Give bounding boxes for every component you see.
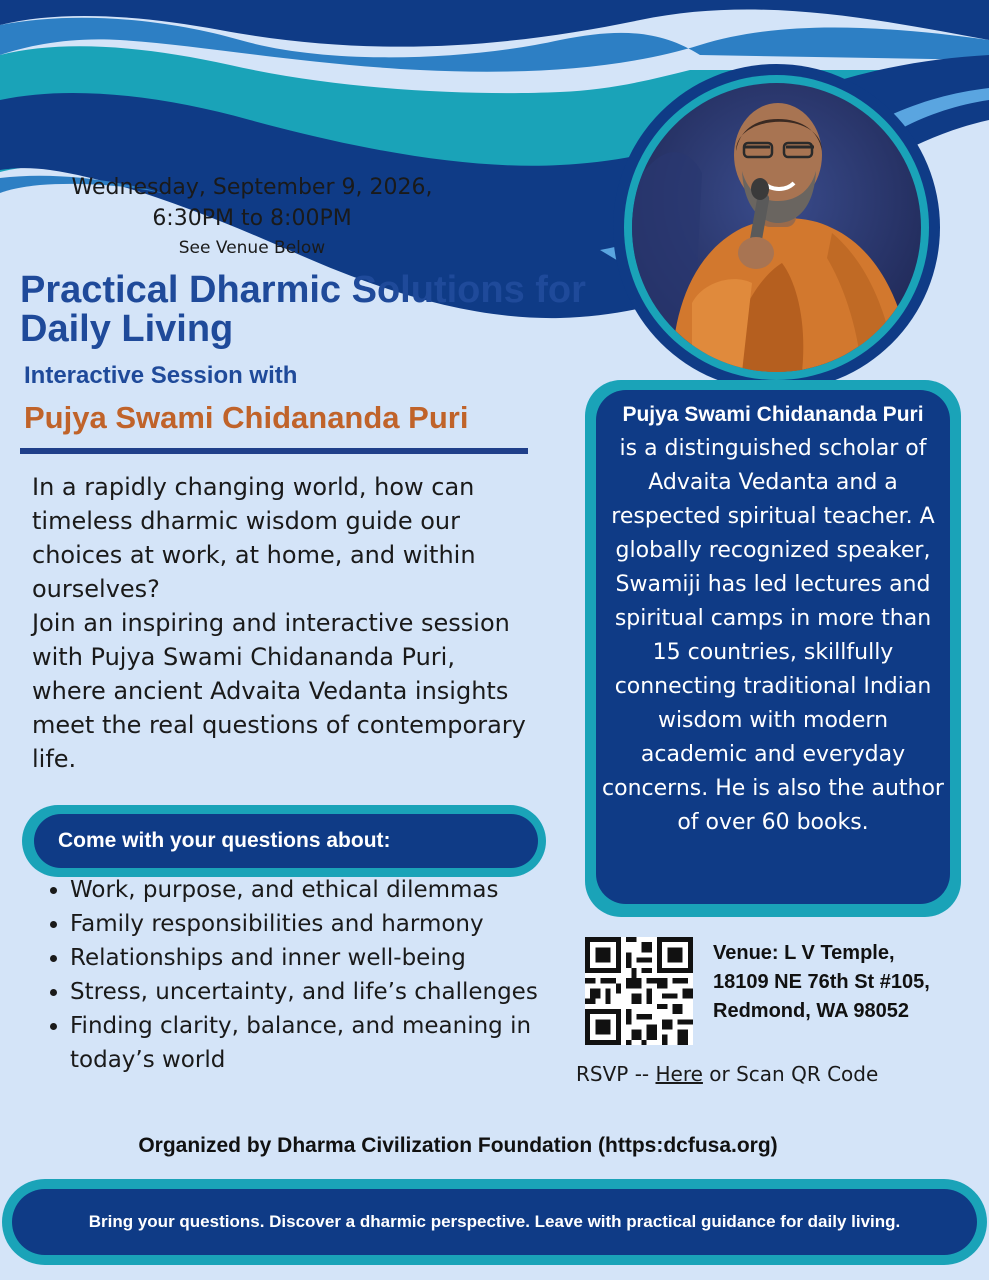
- rsvp-link[interactable]: Here: [655, 1062, 703, 1086]
- list-item: • Stress, uncertainty, and life’s challenges: [70, 975, 570, 1009]
- bio-card: [596, 390, 950, 904]
- list-item: • Family responsibilities and harmony: [70, 907, 570, 941]
- intro-paragraph-2: Join an inspiring and interactive session with Pujya Swami Chidananda Puri, where ancient Advaita Vedanta insights meet the real questions of contemporary life.: [32, 609, 526, 773]
- title-divider: [20, 448, 528, 454]
- questions-heading: Come with your questions about:: [34, 814, 538, 868]
- event-date: Wednesday, September 9, 2026,: [71, 175, 433, 200]
- speaker-name: Pujya Swami Chidananda Puri: [24, 400, 469, 435]
- list-item: • Work, purpose, and ethical dilemmas: [70, 873, 570, 907]
- event-title: Practical Dharmic Solutions for Daily Living: [20, 269, 586, 350]
- venue-line-3: Redmond, WA 98052: [713, 1000, 909, 1022]
- rsvp-qr-code[interactable]: [585, 937, 693, 1045]
- event-subtitle: Interactive Session with: [24, 362, 298, 389]
- intro-paragraph-1: In a rapidly changing world, how can timeless dharmic wisdom guide our choices at work, at home, and within ourselves?: [32, 473, 476, 603]
- questions-list: [40, 873, 570, 1077]
- footer-tagline: Bring your questions. Discover a dharmic perspective. Leave with practical guidance for daily living.: [12, 1189, 977, 1255]
- rsvp-line: [576, 1062, 878, 1086]
- venue-line-2: 18109 NE 76th St #105,: [713, 971, 930, 993]
- speaker-photo: [632, 83, 921, 372]
- rsvp-prefix: RSVP --: [576, 1062, 656, 1086]
- venue-line-1: Venue: L V Temple,: [713, 942, 895, 964]
- event-datetime: [20, 172, 484, 262]
- organizer-line: Organized by Dharma Civilization Foundation (https:dcfusa.org): [138, 1134, 778, 1157]
- rsvp-suffix: or Scan QR Code: [702, 1062, 879, 1086]
- intro-text: [32, 470, 532, 776]
- venue-address: [713, 939, 973, 1026]
- bio-text: is a distinguished scholar of Advaita Vedanta and a respected spiritual teacher. A globally recognized speaker, Swamiji has led lectures and spiritual camps in more than 15 countries, skillfully connecting traditional Indian wisdom with modern academic and everyday concerns. He is also the author of over 60 books.: [602, 436, 944, 835]
- event-time: 6:30PM to 8:00PM: [152, 206, 352, 231]
- list-item: • Relationships and inner well-being: [70, 941, 570, 975]
- venue-note: See Venue Below: [178, 238, 326, 258]
- bio-name: Pujya Swami Chidananda Puri: [622, 403, 924, 426]
- list-item: • Finding clarity, balance, and meaning in today’s world: [70, 1009, 570, 1077]
